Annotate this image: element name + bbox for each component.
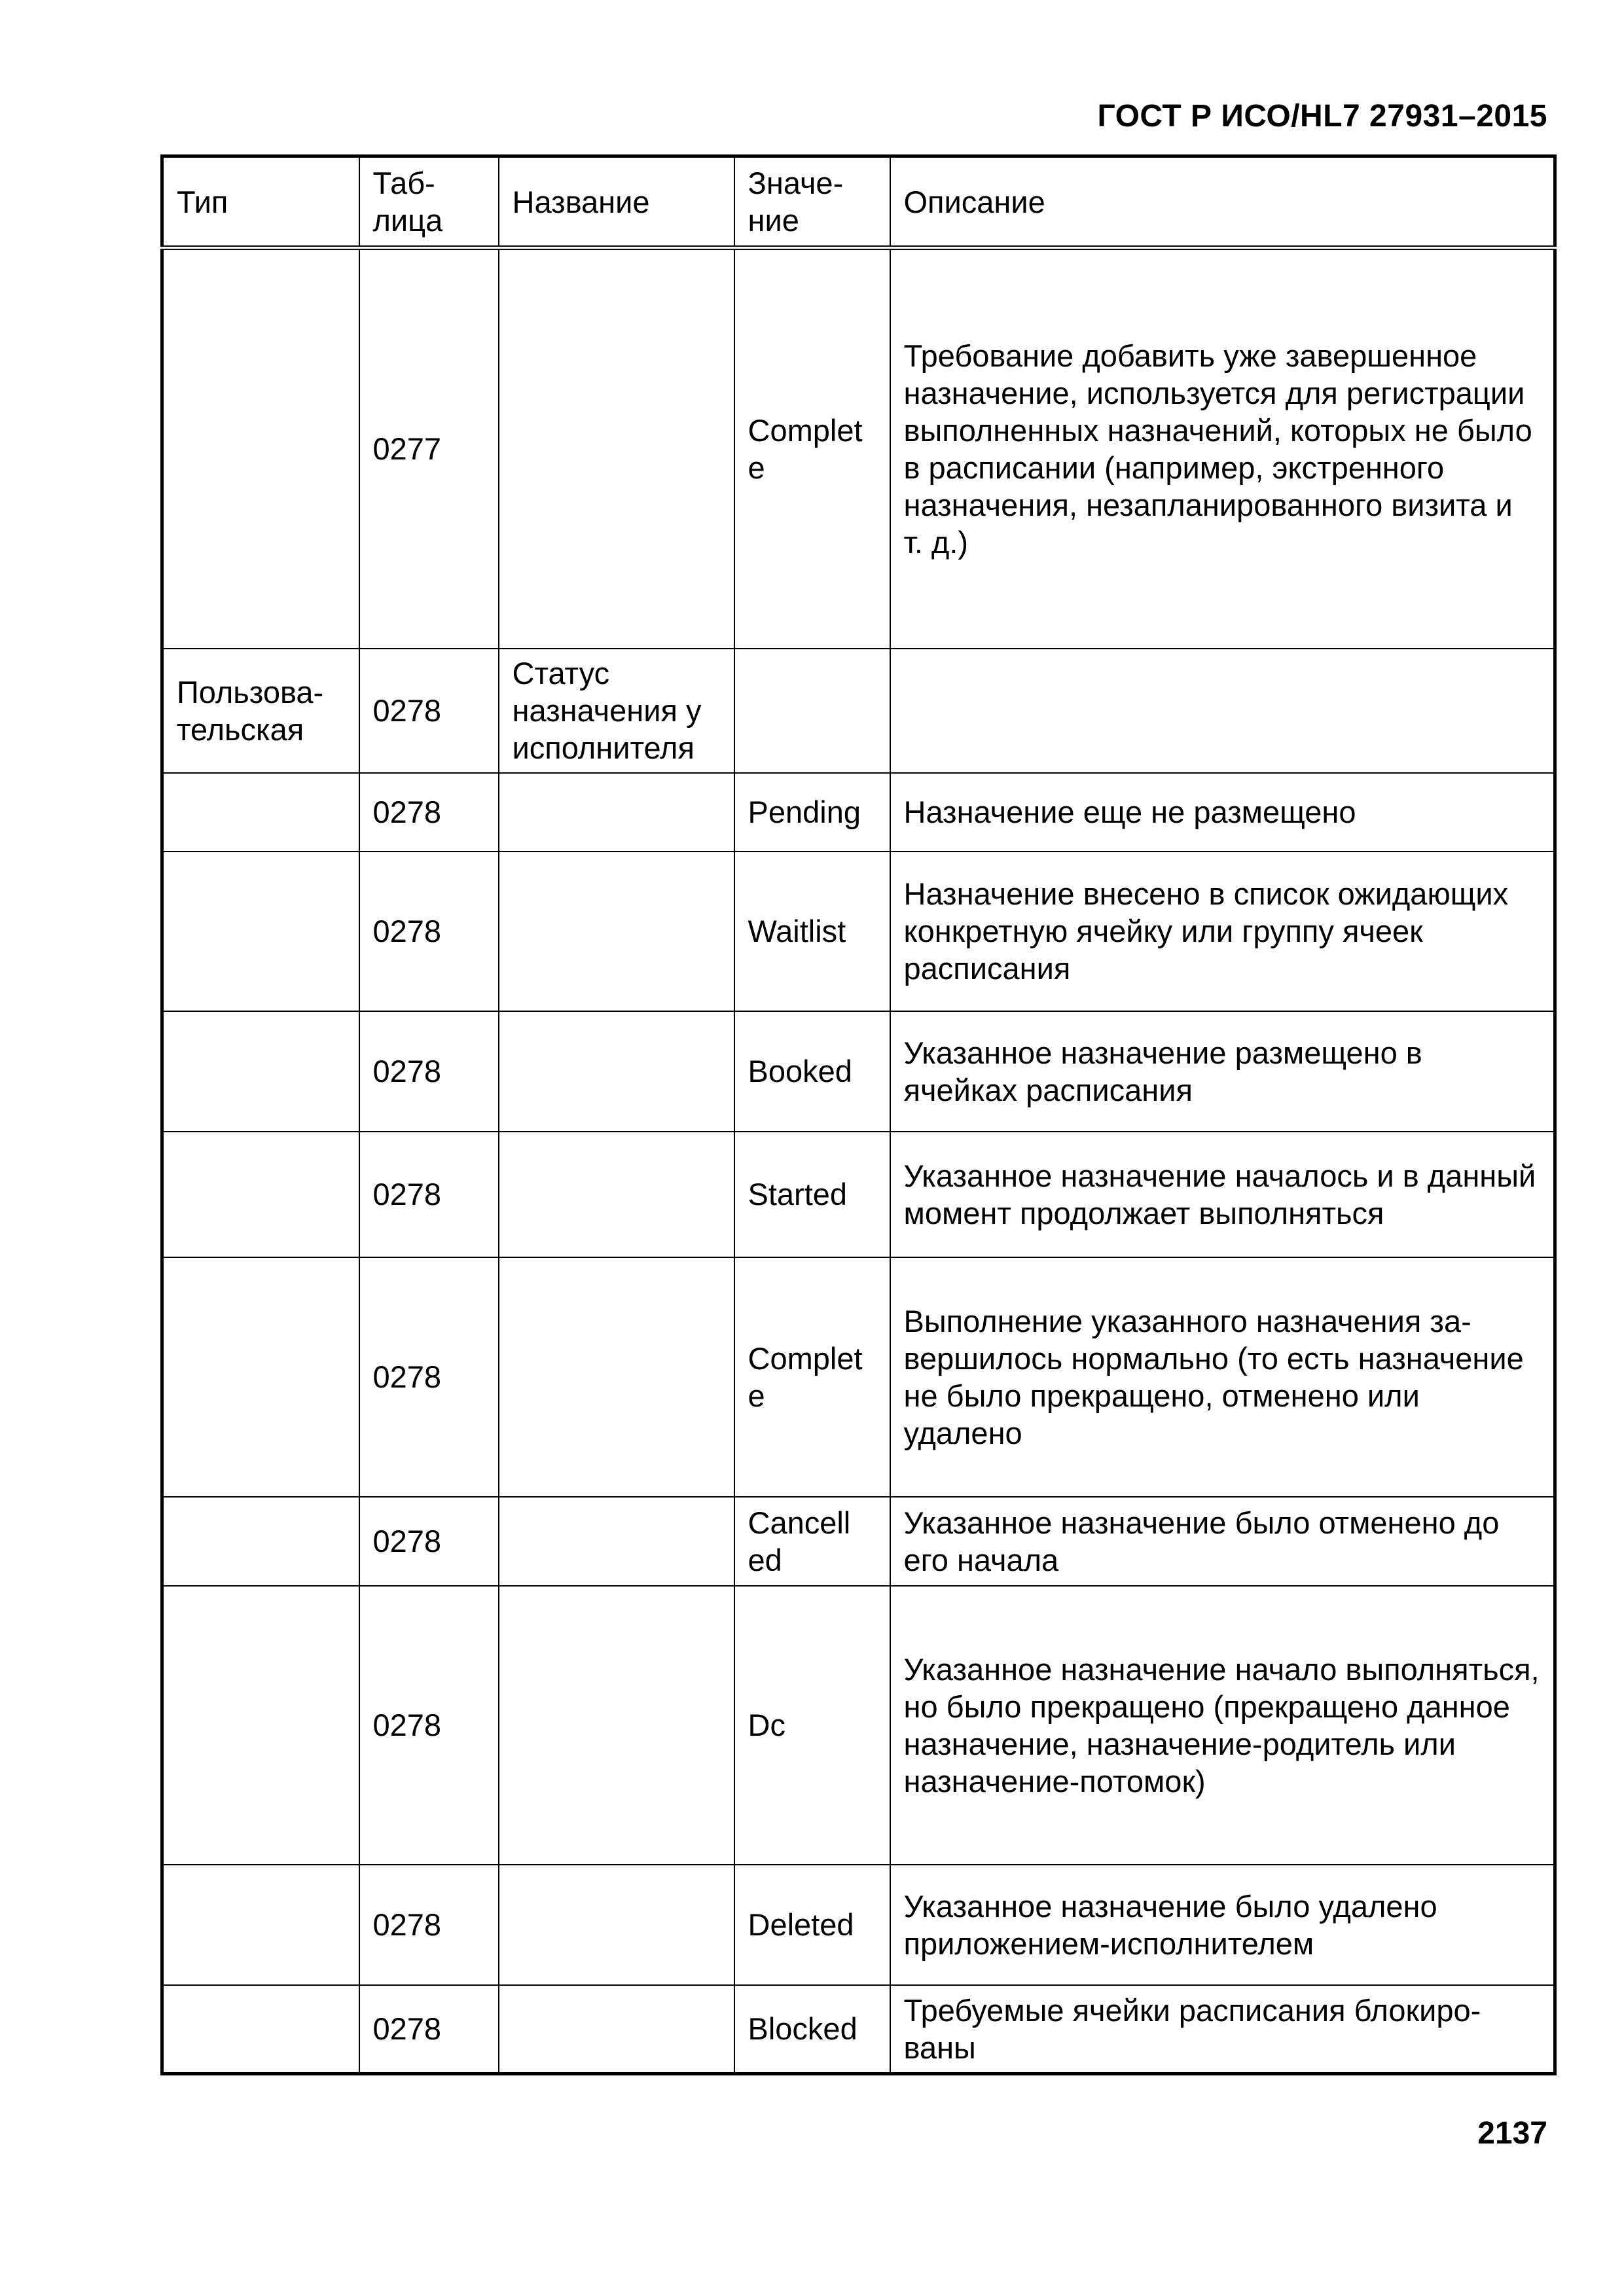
cell-value: Deleted: [734, 1865, 890, 1985]
cell-name: [499, 1586, 734, 1865]
table-row: [162, 1011, 1555, 1132]
cell-name: [499, 248, 734, 649]
cell-table: 0278: [359, 649, 499, 773]
cell-type: [162, 248, 359, 649]
cell-description: Требуемые ячейки расписания блокированы: [890, 1985, 1555, 2074]
table-row: [162, 1985, 1555, 2074]
cell-name: [499, 1011, 734, 1132]
cell-value: Booked: [734, 1011, 890, 1132]
cell-name: Статус назначения у исполнителя: [499, 649, 734, 773]
column-header-description: Описание: [890, 156, 1555, 248]
table-row: [162, 1132, 1555, 1257]
cell-type: [162, 1257, 359, 1497]
table-row: [162, 1497, 1555, 1586]
cell-name: [499, 1985, 734, 2074]
cell-description: Требование добавить уже завершенное назначение, используется для регистрации выполненных назначений, которых не было в расписании (например, экстренного назначения, незапланированного визита и т. д.): [890, 248, 1555, 649]
cell-description: Назначение еще не размещено: [890, 773, 1555, 852]
cell-name: [499, 773, 734, 852]
codes-table-container: [160, 154, 1553, 2075]
cell-name: [499, 1257, 734, 1497]
cell-table: 0278: [359, 1865, 499, 1985]
table-header-row: [162, 156, 1555, 248]
cell-description: Назначение внесено в список ожидающих конкретную ячейку или группу ячеек расписания: [890, 852, 1555, 1011]
cell-name: [499, 852, 734, 1011]
cell-name: [499, 1865, 734, 1985]
cell-table: 0278: [359, 852, 499, 1011]
cell-name: [499, 1497, 734, 1586]
column-header-name: Название: [499, 156, 734, 248]
cell-type: [162, 1011, 359, 1132]
cell-table: 0278: [359, 1985, 499, 2074]
cell-description: Указанное назначение было отменено до его начала: [890, 1497, 1555, 1586]
cell-table: 0278: [359, 773, 499, 852]
cell-type: [162, 852, 359, 1011]
cell-table: 0278: [359, 1586, 499, 1865]
table-row: [162, 773, 1555, 852]
cell-value: Cancell ed: [734, 1497, 890, 1586]
cell-description: Указанное назначение началось и в данный момент продолжает выполняться: [890, 1132, 1555, 1257]
table-row: [162, 1865, 1555, 1985]
cell-type: [162, 773, 359, 852]
cell-value: Complet e: [734, 248, 890, 649]
cell-type: [162, 1497, 359, 1586]
cell-value: Waitlist: [734, 852, 890, 1011]
column-header-type: Тип: [162, 156, 359, 248]
cell-table: 0278: [359, 1257, 499, 1497]
cell-value: [734, 649, 890, 773]
cell-description: Указанное назначение было удалено приложением-исполнителем: [890, 1865, 1555, 1985]
cell-description: Указанное назначение начало выполняться, но было прекращено (прекращено данное назначение, назначение-родитель или назначение-потомок): [890, 1586, 1555, 1865]
column-header-value: Значе- ние: [734, 156, 890, 248]
cell-table: 0278: [359, 1497, 499, 1586]
cell-type: [162, 1586, 359, 1865]
cell-type: [162, 1985, 359, 2074]
cell-description: Выполнение указанного назначения завершилось нормально (то есть назначение не было прекращено, отменено или удалено: [890, 1257, 1555, 1497]
table-row: [162, 1257, 1555, 1497]
table-row: [162, 852, 1555, 1011]
cell-table: 0277: [359, 248, 499, 649]
page-number: 2137: [1477, 2116, 1547, 2151]
cell-name: [499, 1132, 734, 1257]
cell-value: Dc: [734, 1586, 890, 1865]
cell-type: Пользовательская: [162, 649, 359, 773]
column-header-table: Таб- лица: [359, 156, 499, 248]
cell-value: Pending: [734, 773, 890, 852]
table-row: [162, 649, 1555, 773]
cell-type: [162, 1865, 359, 1985]
cell-description: Указанное назначение размещено в ячейках расписания: [890, 1011, 1555, 1132]
table-row: [162, 1586, 1555, 1865]
codes-table: [160, 154, 1557, 2075]
cell-value: Blocked: [734, 1985, 890, 2074]
standard-header: ГОСТ Р ИСО/HL7 27931–2015: [1097, 99, 1547, 134]
cell-type: [162, 1132, 359, 1257]
cell-value: Complet e: [734, 1257, 890, 1497]
cell-table: 0278: [359, 1011, 499, 1132]
cell-table: 0278: [359, 1132, 499, 1257]
cell-value: Started: [734, 1132, 890, 1257]
table-row: [162, 248, 1555, 649]
cell-description: [890, 649, 1555, 773]
